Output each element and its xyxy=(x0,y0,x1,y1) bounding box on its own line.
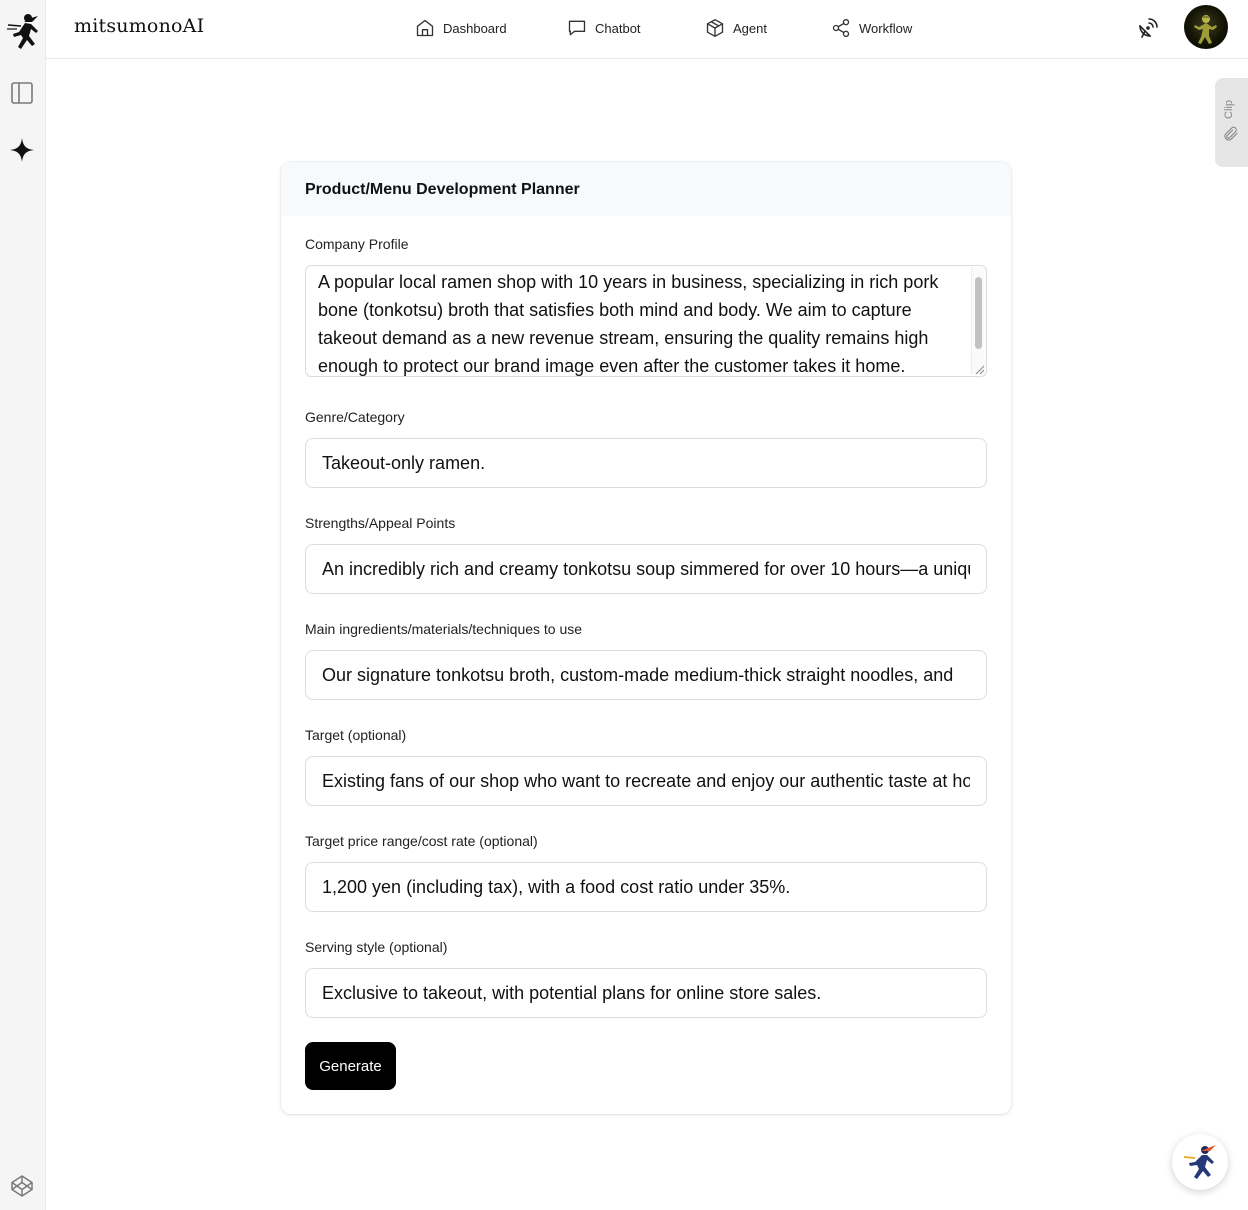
top-bar xyxy=(46,0,1248,59)
genre-label: Genre/Category xyxy=(305,409,405,425)
price-input[interactable] xyxy=(305,862,987,912)
ingredients-input[interactable] xyxy=(305,650,987,700)
cube-icon xyxy=(705,18,725,38)
card-title: Product/Menu Development Planner xyxy=(305,181,580,198)
nav-chatbot-label: Chatbot xyxy=(595,20,641,36)
nav-agent[interactable] xyxy=(705,17,767,39)
home-icon xyxy=(415,18,435,38)
chat-bubble-icon xyxy=(567,18,587,38)
serving-input[interactable] xyxy=(305,968,987,1018)
textarea-scroll-thumb[interactable] xyxy=(975,277,982,349)
nav-chatbot[interactable] xyxy=(567,17,641,39)
planner-card xyxy=(281,162,1011,1114)
sparkle-icon[interactable] xyxy=(9,137,35,163)
generate-button[interactable]: Generate xyxy=(305,1042,396,1090)
clip-tab[interactable] xyxy=(1215,78,1248,167)
sidebar-toggle-icon[interactable] xyxy=(10,81,34,105)
price-label: Target price range/cost rate (optional) xyxy=(305,833,538,849)
ninja-logo-icon[interactable] xyxy=(5,12,41,52)
share-nodes-icon xyxy=(831,18,851,38)
genre-input[interactable] xyxy=(305,438,987,488)
ingredients-label: Main ingredients/materials/techniques to use xyxy=(305,621,583,637)
card-header xyxy=(281,162,1011,216)
target-label: Target (optional) xyxy=(305,727,407,743)
company-profile-text: A popular local ramen shop with 10 years in business, specializing in rich pork bone (tonkotsu) broth that satisfies both mind and body. We aim to capture takeout demand as a new revenue stream, ensuring the quality remains high enough to protect our brand image even after the customer takes it home. xyxy=(318,272,939,376)
clip-label: Clip xyxy=(1223,100,1235,119)
brand-name[interactable]: mitsumonoAI xyxy=(74,15,205,37)
resize-grip-icon[interactable] xyxy=(973,363,985,375)
nav-workflow-label: Workflow xyxy=(859,20,913,36)
nav-workflow[interactable] xyxy=(831,17,912,39)
assistant-launcher[interactable] xyxy=(1172,1134,1228,1190)
user-avatar[interactable] xyxy=(1184,5,1228,49)
avatar-figure-icon xyxy=(1184,5,1228,49)
paperclip-icon xyxy=(1222,125,1240,143)
strengths-label: Strengths/Appeal Points xyxy=(305,515,456,531)
target-input[interactable] xyxy=(305,756,987,806)
nav-dashboard-label: Dashboard xyxy=(443,20,507,36)
strengths-input[interactable] xyxy=(305,544,987,594)
company-profile-label: Company Profile xyxy=(305,236,409,252)
nav-agent-label: Agent xyxy=(733,20,767,36)
satellite-dish-icon[interactable] xyxy=(1136,16,1160,40)
nav-dashboard[interactable] xyxy=(415,17,507,39)
codepen-icon[interactable] xyxy=(10,1174,34,1198)
company-profile-textarea[interactable] xyxy=(305,265,987,377)
serving-label: Serving style (optional) xyxy=(305,939,448,955)
ninja-mascot-icon xyxy=(1180,1142,1220,1182)
left-rail xyxy=(0,0,46,1210)
